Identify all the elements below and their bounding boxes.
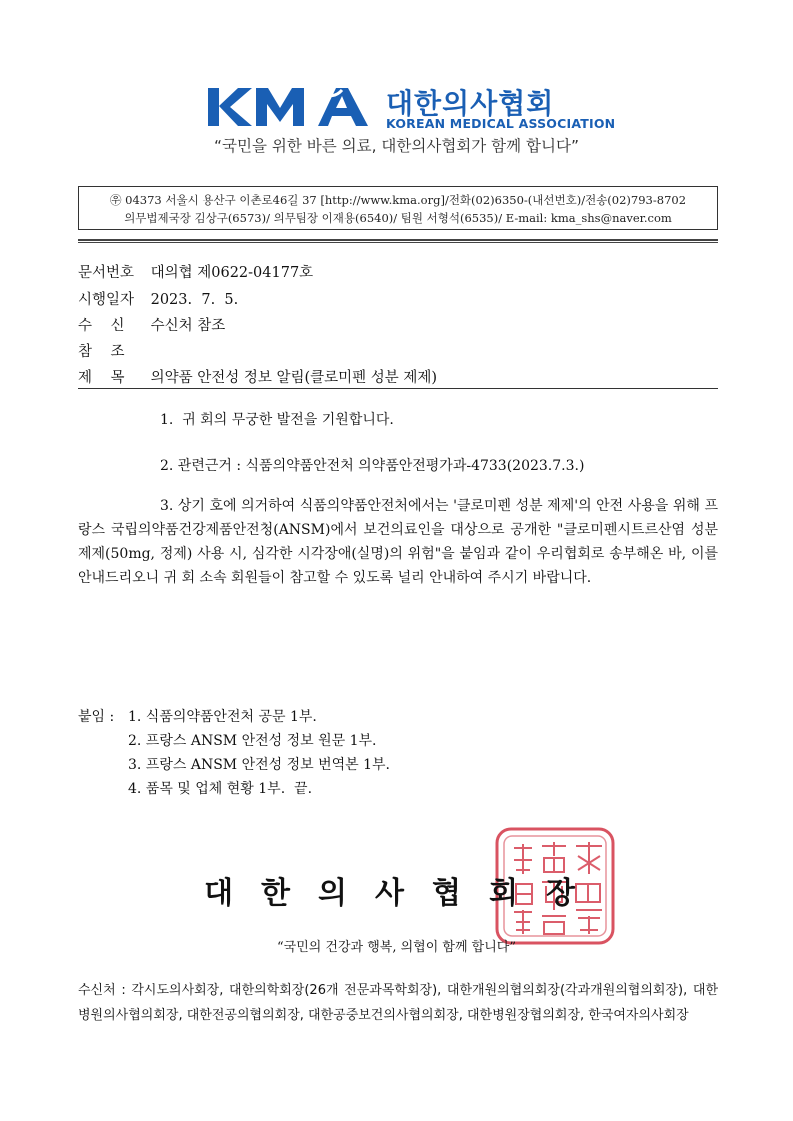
attachment-item: 1. 식품의약품안전처 공문 1부. bbox=[128, 709, 317, 725]
body-paragraph-1: 1. 귀 회의 무궁한 발전을 기원합니다. bbox=[160, 412, 394, 428]
letterhead bbox=[0, 78, 793, 178]
logo-name-korean: 대한의사협회 bbox=[386, 87, 555, 120]
meta-doc-no bbox=[78, 261, 313, 282]
header-divider bbox=[78, 239, 718, 243]
attachment-item: 2. 프랑스 ANSM 안전성 정보 원문 1부. bbox=[128, 733, 377, 749]
slogan: “국민을 위한 바른 의료, 대한의사협회가 함께 합니다” bbox=[214, 137, 579, 155]
meta-doc-no-label: 문서번호 bbox=[78, 265, 135, 281]
attachment-item: 3. 프랑스 ANSM 안전성 정보 번역본 1부. bbox=[128, 757, 390, 773]
meta-to-label: 수 신 bbox=[78, 318, 125, 334]
meta-subject-value: 의약품 안전성 정보 알림(클로미펜 성분 제제) bbox=[150, 370, 438, 386]
meta-date bbox=[78, 288, 238, 309]
meta-subject-label: 제 목 bbox=[78, 370, 125, 386]
body-paragraph-2: 2. 관련근거 : 식품의약품안전처 의약품안전평가과-4733(2023.7.3.) bbox=[160, 458, 585, 474]
signature-motto: “국민의 건강과 행복, 의협이 함께 합니다” bbox=[276, 940, 516, 955]
meta-ref bbox=[78, 340, 146, 361]
contact-box bbox=[78, 186, 718, 230]
signature-title: 대한의사협회장 bbox=[204, 876, 603, 911]
kma-logo bbox=[208, 84, 380, 130]
attachments-label: 붙임 : bbox=[78, 709, 115, 725]
meta-doc-no-value: 대의협 제0622-04177호 bbox=[150, 265, 314, 281]
contact-address-line: ㉾ 04373 서울시 용산구 이촌로46길 37 [http://www.kma.org]/전화(02)6350-(내선번호)/전송(02)793-8702 bbox=[109, 193, 687, 207]
logo-name-english: KOREAN MEDICAL ASSOCIATION bbox=[386, 116, 616, 131]
meta-to-value: 수신처 참조 bbox=[150, 318, 226, 334]
meta-subject bbox=[78, 366, 437, 387]
recipients-list: 수신처 : 각시도의사회장, 대한의학회장(26개 전문과목학회장), 대한개원의협의회장(각과개원의협의회장), 대한병원의사협의회장, 대한전공의협의회장, 대한공중보건의사협의회장, 대한병원장협의회장, 한국여자의사회장 bbox=[78, 983, 718, 1023]
attachment-item: 4. 품목 및 업체 현황 1부. 끝. bbox=[128, 781, 313, 797]
meta-date-label: 시행일자 bbox=[78, 292, 135, 308]
meta-date-value: 2023. 7. 5. bbox=[150, 292, 239, 308]
body-paragraph-3: 3. 상기 호에 의거하여 식품의약품안전처에서는 '클로미펜 성분 제제'의 안전 사용을 위해 프랑스 국립의약품건강제품안전청(ANSM)에서 보건의료인을 대상으로 공개한 "클로미펜시트르산염 성분 제제(50mg, 정제) 사용 시, 심각한 시각장애(실명)의 위험"을 붙임과 같이 우리협회로 송부해온 바, 이를 안내드리오니 귀 회 소속 회원들이 참고할 수 있도록 널리 안내하여 주시기 바랍니다. bbox=[78, 498, 718, 586]
meta-ref-label: 참 조 bbox=[78, 344, 125, 360]
meta-to bbox=[78, 314, 225, 335]
meta-divider bbox=[78, 388, 718, 389]
contact-staff-line: 의무법제국장 김상구(6573)/ 의무팀장 이재용(6540)/ 팀원 서형석(6535)/ E-mail: kma_shs@naver.com bbox=[124, 211, 672, 225]
